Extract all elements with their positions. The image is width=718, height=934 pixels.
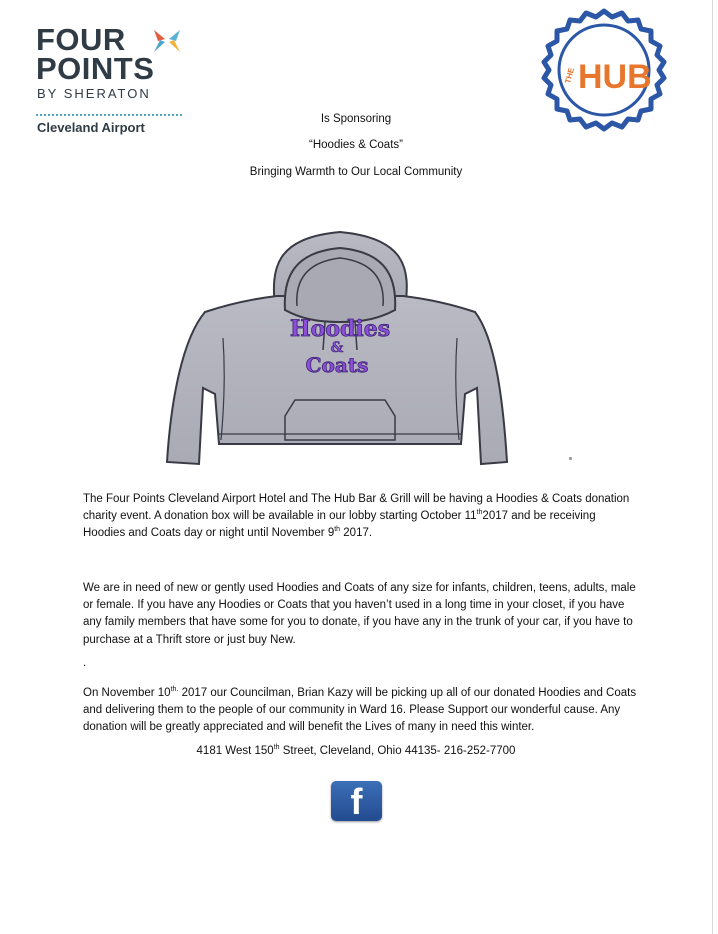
facebook-icon[interactable] xyxy=(331,781,382,821)
para3-sup: th. xyxy=(170,686,179,694)
paragraph-event-details xyxy=(83,491,639,543)
logo-four: FOUR xyxy=(36,22,126,57)
four-points-mark-icon xyxy=(152,28,182,54)
hub-the-text: THE xyxy=(563,66,577,85)
address-sup: th xyxy=(273,744,280,752)
page-edge-rule xyxy=(712,0,713,934)
logo-by-sheraton: BY SHERATON xyxy=(37,86,151,101)
para1-text-c: 2017. xyxy=(340,527,373,540)
event-title: “Hoodies & Coats” xyxy=(309,139,403,151)
hoodie-text-ampersand: & xyxy=(330,340,344,356)
event-tagline: Bringing Warmth to Our Local Community xyxy=(249,166,463,178)
para1-sup-1: th xyxy=(476,509,483,517)
address-line xyxy=(0,745,712,757)
para3-text-b: 2017 our Councilman, Brian Kazy will be picking up all of our donated Hoodies and Coats and delivering them to the people of our community in Ward 16. Please Support our wonderful cause. Any donation will be greatly appreciated and will benefit the Lives of many in need this winter. xyxy=(83,687,637,734)
hoodie-text-coats: Coats xyxy=(305,353,369,377)
para1-sup-2: th xyxy=(334,526,341,534)
address-text-b: Street, Cleveland, Ohio 44135- 216-252-7700 xyxy=(279,745,516,757)
logo-points: POINTS xyxy=(36,51,155,86)
facebook-glyph: f xyxy=(350,781,363,822)
hub-text: HUB xyxy=(578,58,652,96)
para1-text-a: The Four Points Cleveland Airport Hotel and The Hub Bar & Grill will be having a Hoodies & Coats donation charity event. A donation box will be available in our lobby starting October 11 xyxy=(83,493,630,523)
paragraph-donation-request: We are in need of new or gently used Hoodies and Coats of any size for infants, children, teens, adults, male or female. If you have any Hoodies or Coats that you haven’t used in a long time in your closet, if you have any family members that have some for you to donate, if you have any in the trunk of your car, if you have to purchase at a Thrift store or just buy New. xyxy=(83,582,636,646)
hoodie-text-hoodies: Hoodies xyxy=(289,316,391,342)
paragraph-pickup-details xyxy=(83,685,639,737)
sponsoring-line: Is Sponsoring xyxy=(320,113,392,125)
separator-dot: . xyxy=(83,657,87,669)
logo-cleveland-airport: Cleveland Airport xyxy=(37,120,145,135)
para1-text-b: 2017 and be receiving Hoodies and Coats day or night until November 9 xyxy=(83,510,596,540)
hoodie-image xyxy=(165,218,515,468)
address-text-a: 4181 West 150 xyxy=(196,745,274,757)
para3-text-a: On November 10 xyxy=(83,687,171,699)
stray-mark xyxy=(569,457,572,460)
